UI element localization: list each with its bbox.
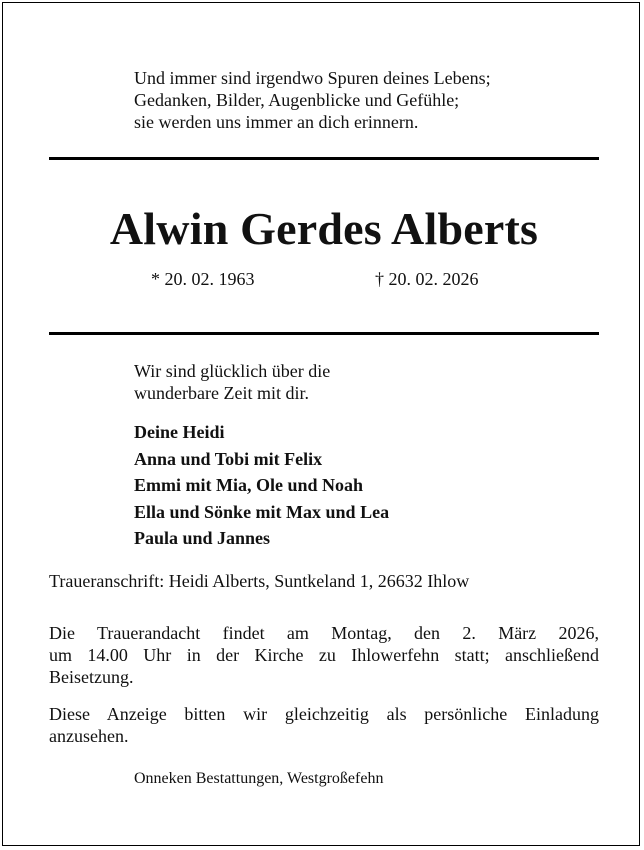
mourning-address: Traueranschrift: Heidi Alberts, Suntkeland 1, 26632 Ihlow bbox=[49, 571, 470, 591]
deceased-name: Alwin Gerdes Alberts bbox=[109, 203, 539, 254]
family-member: Anna und Tobi mit Felix bbox=[134, 448, 323, 469]
funeral-home: Onneken Bestattungen, Westgroßefehn bbox=[134, 770, 384, 787]
service-line: um 14.00 Uhr in der Kirche zu Ihlowerfehn statt; anschließend bbox=[49, 645, 599, 665]
obituary-notice bbox=[2, 2, 640, 846]
message-line: Wir sind glücklich über die bbox=[134, 361, 331, 381]
invitation-note bbox=[49, 703, 599, 747]
family-member: Ella und Sönke mit Max und Lea bbox=[134, 501, 390, 522]
invitation-line: Diese Anzeige bitten wir gleichzeitig als persönliche Einladung bbox=[49, 704, 599, 724]
birth-date: * 20. 02. 1963 bbox=[151, 269, 255, 289]
poem-line: sie werden uns immer an dich erinnern. bbox=[134, 112, 419, 132]
poem-line: Gedanken, Bilder, Augenblicke und Gefühle; bbox=[134, 90, 460, 110]
death-date: † 20. 02. 2026 bbox=[375, 269, 479, 289]
memorial-poem bbox=[134, 67, 491, 133]
bottom-divider bbox=[49, 332, 599, 335]
family-member: Deine Heidi bbox=[134, 422, 225, 442]
invitation-line: anzusehen. bbox=[49, 726, 129, 746]
service-line: Beisetzung. bbox=[49, 667, 134, 687]
poem-line: Und immer sind irgendwo Spuren deines Lebens; bbox=[134, 68, 491, 88]
family-member: Emmi mit Mia, Ole und Noah bbox=[134, 475, 364, 495]
service-line: Die Trauerandacht findet am Montag, den 2. März 2026, bbox=[49, 623, 599, 643]
family-member: Paula und Jannes bbox=[134, 528, 271, 548]
top-divider bbox=[49, 157, 599, 160]
service-info bbox=[49, 622, 599, 688]
message-line: wunderbare Zeit mit dir. bbox=[134, 383, 309, 403]
farewell-message bbox=[134, 360, 330, 404]
family-list bbox=[134, 419, 389, 552]
